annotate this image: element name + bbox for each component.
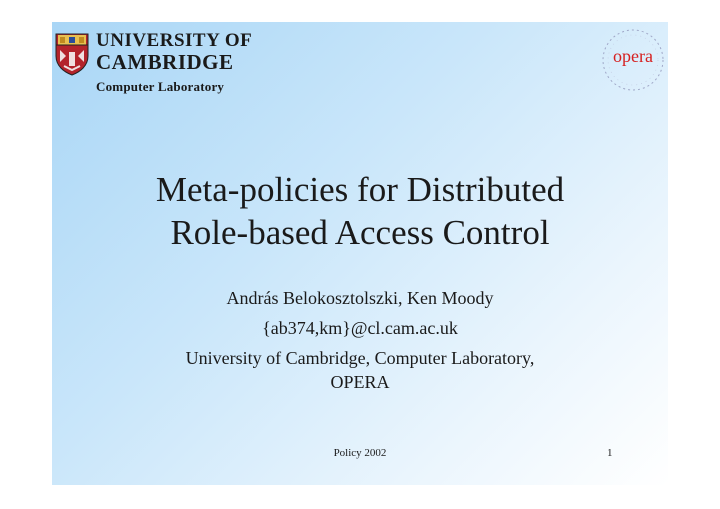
page-number: 1 <box>607 447 613 459</box>
cambridge-logo <box>52 28 262 98</box>
logo-cambridge: CAMBRIDGE <box>96 50 234 74</box>
affiliation-line-1: University of Cambridge, Computer Laboratory, <box>185 348 535 368</box>
slide-title <box>52 168 668 254</box>
authors: András Belokosztolszki, Ken Moody <box>226 288 494 308</box>
logo-computer-laboratory: Computer Laboratory <box>96 79 225 94</box>
title-line-1: Meta-policies for Distributed <box>155 170 565 209</box>
logo-university-of: UNIVERSITY OF <box>96 30 253 51</box>
opera-word: opera <box>613 46 653 66</box>
opera-badge <box>599 26 667 94</box>
title-line-2: Role-based Access Control <box>170 213 550 252</box>
cambridge-shield-icon <box>54 32 90 76</box>
footer-label: Policy 2002 <box>333 447 387 459</box>
email: {ab374,km}@cl.cam.ac.uk <box>262 318 458 338</box>
affiliation-line-2: OPERA <box>330 372 390 392</box>
slide <box>52 22 668 485</box>
